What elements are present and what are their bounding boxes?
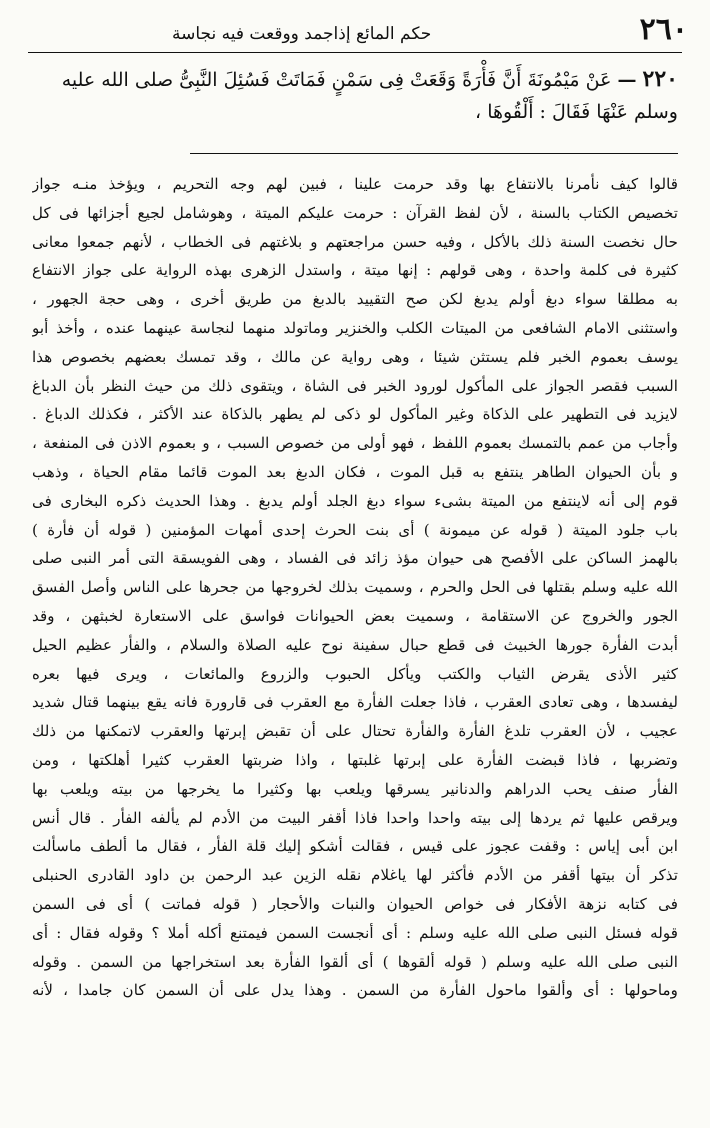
commentary-line: به مطلقا سواء دبغ أولم يدبغ لكن صح التقييد بالدبغ من طريق أخرى ، وهى حجة الجهور ، [32,290,678,309]
commentary-line: الفأر صنف يحب الدراهم والدنانير يسرقها ويلعب بها وكثيرا ما يخرجها من بيته ويلعب بها [32,779,678,798]
hadith-line-1: عَنْ مَيْمُونَةَ أَنَّ فَأْرَةً وَقَعَتْ فِى سَمْنٍ فَمَاتَتْ فَسُئِلَ النَّبِىُّ صلى الله عليه [61,69,612,91]
commentary-line: قالوا كيف نأمرنا بالانتفاع بها وقد حرمت علينا ، فبين لهم وجه التحريم ، ويؤخذ منـه جواز [32,175,678,193]
page-number: ٢٦٠ [639,12,688,47]
commentary-line: ليفسدها ، وهى تعادى العقرب ، فاذا جعلت الفأرة مع العقرب فى قارورة فانه يقع بينهما قتال شديد [32,693,678,712]
commentary-line: كثير الأذى يقرض الثياب والكتب ويأكل الحبوب والزروع والمائعات ، ويرى فيها بعره [32,664,678,683]
commentary-line: تذكر أن بيتها أقفر من الأدم فأكثر لها ياغلام نقله الزين عبد الرحمن بن داود القادرى الحنبلى [32,866,678,885]
commentary-line: ويرقص عليها ثم يردها إلى بيته واحدا واحدا فاذا أقفر البيت من الأدم لم يألفه الفأر . قال أنس [32,808,678,827]
commentary-line: السبب فقصر الجواز على المأكول لورود الخبر فى الشاة ، ويتقوى ذلك من حيث النظر بأن الدباغ [32,376,678,395]
commentary-line: وأجاب من عمم بالتمسك بعموم اللفظ ، فهو أولى من خصوص السبب ، و بعموم الاذن فى المنفعة ، [32,434,678,453]
commentary-line: واستثنى الامام الشافعى من الميتات الكلب والخنزير وماتولد منهما لنجاسة عينهما عنده ، وأخذ أبو [32,318,678,337]
commentary-line: تخصيص الكتاب بالسنة ، لأن لفظ القرآن : حرمت عليكم الميتة ، وهوشامل لجيع أجزائها فى كل [32,203,678,222]
commentary-line: الجور والخروج عن الاستقامة ، وسميت بعض الحيوانات فواسق على الاستعارة لخبثهن ، وقد [32,606,678,625]
running-title: حكم المائع إذاجمد ووقعت فيه نجاسة [172,24,432,44]
hadith-text [22,53,688,153]
hadith-line-2: وسلم عَنْهَا فَقَالَ : أَلْقُوهَا ، [475,101,678,123]
running-head [22,8,688,52]
commentary-line: النبى صلى الله عليه وسلم ( قوله ألقوها ) أى ألقوا الفأرة بعد استخراجها من السمن . وقوله [32,952,678,971]
commentary-line: وماحولها : أى وألقوا ماحول الفأرة من السمن . وهذا يدل على أن السمن كان جامدا ، لأنه [32,981,678,1000]
commentary-line: عجيب ، لأن العقرب تلدغ الفأرة والفأرة تحتال على أن تقبض إبرتها والعقرب لاتمكنها من ذلك [32,722,678,741]
commentary-line: الله عليه وسلم بقتلها فى الحل والحرم ، وسميت بذلك لخروجها من جحرها على الناس وأصل الفسق [32,578,678,597]
commentary-line: قوله فسئل النبى صلى الله عليه وسلم : أى أنجست السمن فيمتنع أكله أملا ؟ وقوله فقال : أى [32,923,678,942]
commentary-line: فى كتابه نزهة الأفكار فى خواص الحيوان والنبات والأحجار ( قوله فماتت ) أى فى السمن [32,894,678,913]
commentary-line: باب جلود الميتة ( قوله عن ميمونة ) أى بنت الحرث إحدى أمهات المؤمنين ( قوله أن فأرة ) [32,520,678,539]
commentary-line: حال نخصت السنة ذلك بالأكل ، وفيه حسن مراجعتهم و بلاغتهم فى الخطاب ، لأنهم جمعوا معانى [32,232,678,251]
commentary-line: لايزيد فى التطهير على الذكاة وغير المأكول لو ذكى لم يطهر بالذكاة عند الأكثر ، فكذلك الدباغ . [32,405,678,424]
commentary-line: وتضربها ، فاذا قبضت الفأرة على إبرتها غلبتها ، واذا ضربتها العقرب كثيرا أهلكتها ، ومن [32,750,678,769]
commentary-line: قوم إلى أنه لاينتفع من الميتة بشىء سواء دبغ الجلد أولم يدبغ . وهذا الحديث ذكره البخارى فى [32,491,678,510]
commentary-line: أبدت الفأرة جورها الخبيث فى قطع حبال سفينة نوح عليه الصلاة والسلام ، والفأر عظيم الحيل [32,635,678,654]
commentary-line: ابن أبى إياس : وقفت عجوز على قيس ، فقالت أشكو إليك قلة الفأر ، فقال ما ألطف ماسألت [32,837,678,856]
commentary-line: بالهمز الساكن على الأفصح هى حيوان مؤذ زائد فى الفساد ، وهى الفويسقة التى أمر النبى صلى [32,549,678,568]
hadith-number: ٢٢٠ [642,66,678,92]
commentary-line: يوسف بعموم الخبر فلم يستثن شيئا ، وهى رواية عن مالك ، وقد تمسك بعضهم بخصوص هذا [32,347,678,366]
hadith-dash: — [617,69,637,91]
commentary-line: و بأن الحيوان الطاهر ينتفع به قبل الموت ، فكان الدبغ بعد الموت قائما مقام الحياة ، وذهب [32,462,678,481]
commentary [22,154,688,1005]
commentary-line: كثيرة فى كلمة واحدة ، وهى قولهم : إنها ميتة ، واستدل الزهرى بهذه الرواية على جواز الانتفاع [32,261,678,280]
